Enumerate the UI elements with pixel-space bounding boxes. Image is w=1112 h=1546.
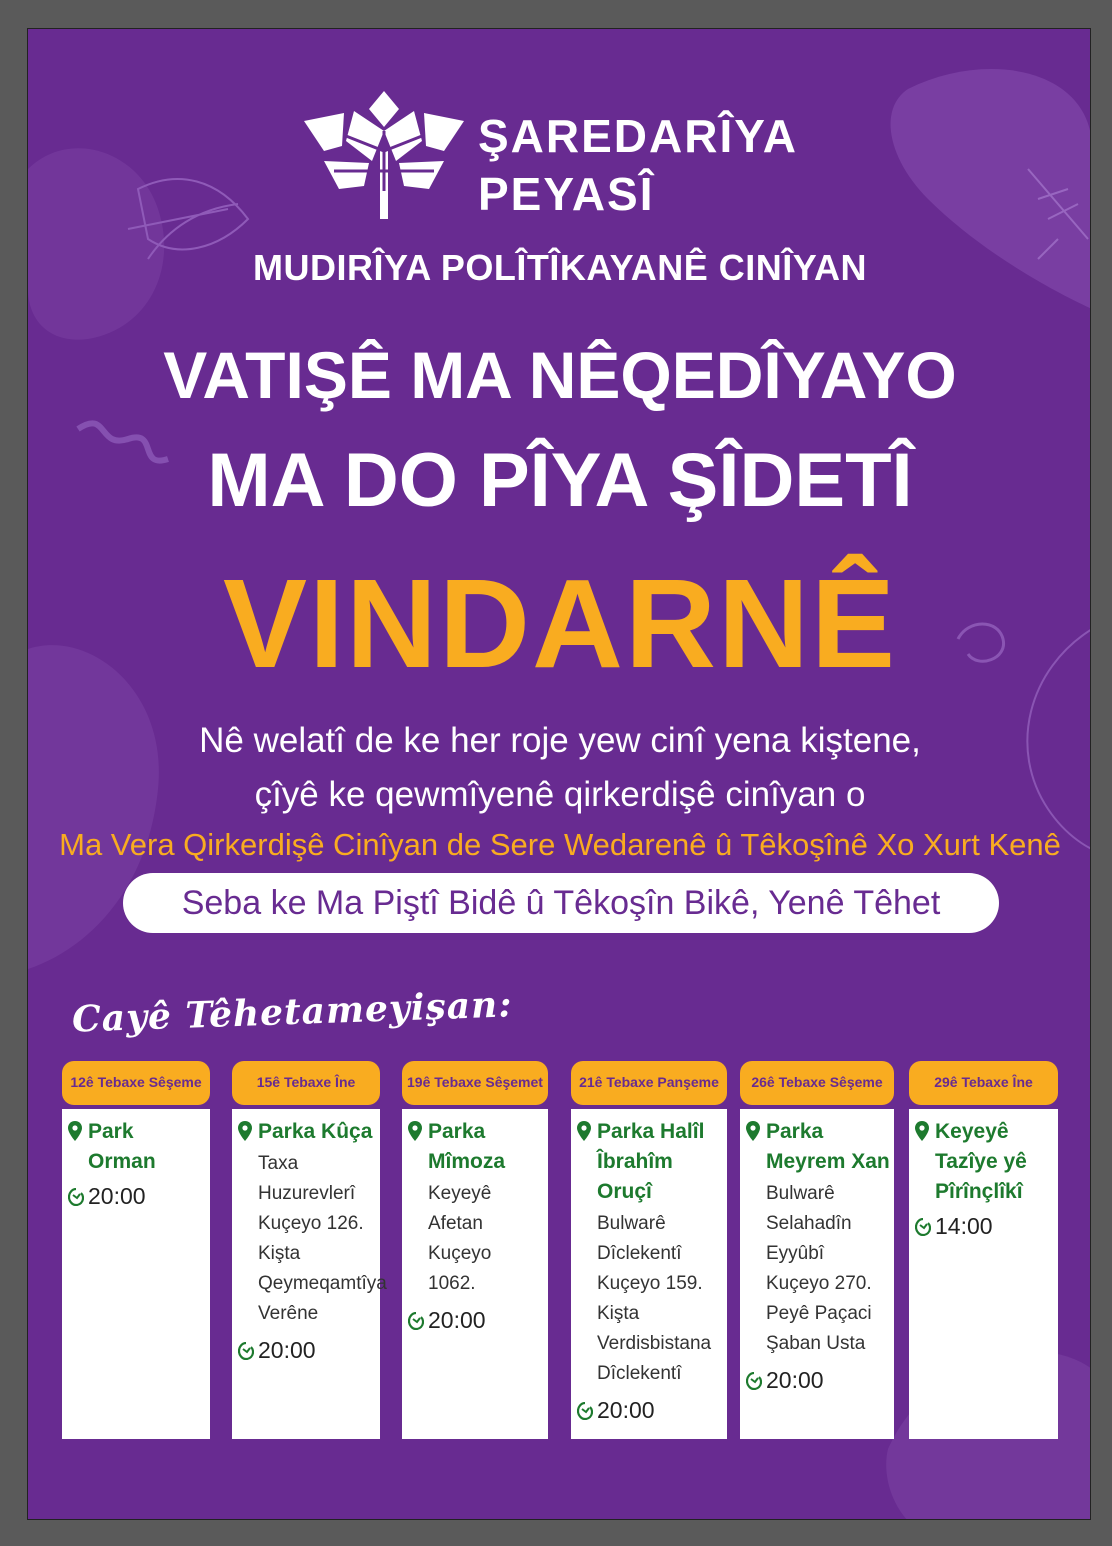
event-time: 20:00 [88, 1183, 146, 1209]
brand-line-2: PEYASÎ [478, 168, 655, 220]
map-pin-icon [68, 1121, 82, 1141]
event-time: 20:00 [766, 1367, 824, 1393]
event-time: 20:00 [258, 1337, 316, 1363]
department-title: MUDIRÎYA POLÎTÎKAYANÊ CINÎYAN [253, 247, 867, 288]
subtext-line-1: Nê welatî de ke her roje yew cinî yena kiştene, [199, 721, 921, 760]
map-pin-icon [238, 1121, 252, 1141]
brand-line-1: ŞAREDARÎYA [478, 110, 798, 162]
event-location: Keyeyê Tazîye yê Pîrînçlîkî [935, 1120, 1027, 1203]
map-pin-icon [915, 1121, 929, 1141]
brand-name [478, 107, 798, 223]
event-address: Keyeyê Afetan Kuçeyo 1062. [428, 1183, 492, 1294]
clock-icon [746, 1372, 762, 1390]
event-address: Taxa Huzurevlerî Kuçeyo 126. Kişta Qeymeqamtîya Verêne [258, 1153, 387, 1324]
event-date-tab: 29ê Tebaxe Îne [909, 1061, 1058, 1105]
event-address: Bulwarê Selahadîn Eyyûbî Kuçeyo 270. Peyê Paçaci Şaban Usta [766, 1183, 872, 1354]
event-date-tab: 15ê Tebaxe Îne [232, 1061, 380, 1105]
headline-line-1: VATIŞÊ MA NÊQEDÎYAYO [163, 338, 957, 412]
event-location: Parka Meyrem Xan [766, 1120, 890, 1173]
event-location: Park Orman [88, 1120, 156, 1173]
event-card [62, 1109, 210, 1439]
clock-icon [577, 1402, 593, 1420]
subtext-line-3: Ma Vera Qirkerdişê Cinîyan de Sere Wedarenê û Têkoşînê Xo Xurt Kenê [59, 827, 1061, 862]
headline-main: VINDARNÊ [222, 553, 898, 694]
event-card [571, 1109, 727, 1439]
event-location: Parka Mîmoza [428, 1120, 506, 1173]
poster [27, 28, 1091, 1520]
map-pin-icon [577, 1121, 591, 1141]
event-card [232, 1109, 387, 1439]
schedule-title: Cayê Têhetameyişan: [71, 983, 514, 1041]
clock-icon [915, 1218, 931, 1236]
call-to-action-banner: Seba ke Ma Piştî Bidê û Têkoşîn Bikê, Yenê Têhet [123, 873, 999, 933]
event-time: 20:00 [428, 1307, 486, 1333]
event-card [740, 1109, 894, 1439]
map-pin-icon [408, 1121, 422, 1141]
event-time: 20:00 [597, 1397, 655, 1423]
event-date-tab: 26ê Tebaxe Sêşeme [740, 1061, 894, 1105]
event-date-tab: 12ê Tebaxe Sêşeme [62, 1061, 210, 1105]
headline-line-2: MA DO PÎYA ŞÎDETÎ [207, 438, 913, 523]
event-location: Parka Halîl Îbrahîm Oruçî [597, 1120, 705, 1203]
clock-icon [238, 1342, 254, 1360]
clock-icon [408, 1312, 424, 1330]
event-card [402, 1109, 548, 1439]
event-time: 14:00 [935, 1213, 993, 1239]
event-card [909, 1109, 1058, 1439]
event-date-tab: 21ê Tebaxe Panşeme [571, 1061, 727, 1105]
subtext-line-2: çîyê ke qewmîyenê qirkerdişê cinîyan o [254, 775, 866, 814]
maple-leaf-logo [304, 91, 464, 221]
map-pin-icon [746, 1121, 760, 1141]
clock-icon [68, 1188, 84, 1206]
event-date-tab: 19ê Tebaxe Sêşemet [402, 1061, 548, 1105]
event-location: Parka Kûça [258, 1120, 373, 1143]
event-address: Bulwarê Dîclekentî Kuçeyo 159. Kişta Verdisbistana Dîclekentî [597, 1213, 712, 1384]
